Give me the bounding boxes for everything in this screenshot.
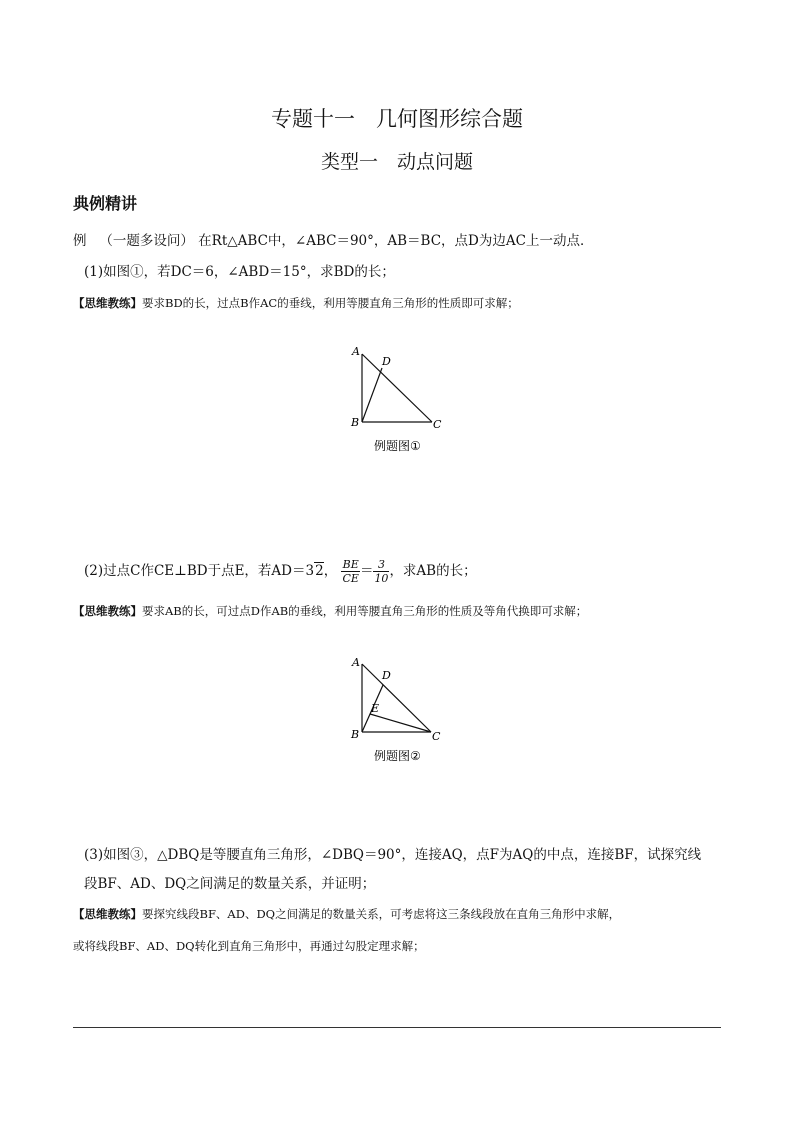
- example-text: 在Rt△ABC中，∠ABC＝90°，AB＝BC，点D为边AC上一动点．: [198, 233, 594, 249]
- fig2-caption: 例题图②: [374, 749, 421, 763]
- fig2-label-d: D: [382, 669, 391, 682]
- q2-text-c: ，求AB的长；: [389, 563, 477, 579]
- bottom-divider: [73, 1027, 721, 1028]
- example-prefix: 例: [73, 233, 87, 249]
- fig2-label-c: C: [432, 730, 441, 743]
- fig1-segment-bd: [362, 368, 382, 422]
- fig1-label-a: A: [352, 345, 360, 358]
- tip-3-text-1: 要探究线段BF、AD、DQ之间满足的数量关系，可考虑将这三条线段放在直角三角形中求解，: [142, 907, 621, 921]
- question-3-line-2: 段BF、AD、DQ之间满足的数量关系，并证明；: [84, 876, 376, 892]
- example-tag: （一题多设问）: [99, 233, 194, 249]
- example-stem: [73, 229, 593, 249]
- q2-fraction-be-ce: [341, 558, 359, 585]
- fig2-label-a: A: [352, 656, 360, 669]
- tip-2: [73, 603, 587, 619]
- fig1-caption: 例题图①: [374, 439, 421, 453]
- tip-1-label: 【思维教练】: [73, 296, 142, 310]
- figure-2: [340, 652, 460, 772]
- q2-eq: ＝: [359, 563, 374, 579]
- page-title: 专题十一 几何图形综合题: [271, 107, 523, 131]
- q2-frac2-num: 3: [373, 558, 389, 572]
- q2-text-b: ，: [323, 563, 338, 579]
- fig2-label-b: B: [351, 728, 360, 741]
- tip-3-label: 【思维教练】: [73, 907, 142, 921]
- tip-1: [73, 295, 519, 311]
- tip-3-line-2: 或将线段BF、AD、DQ转化到直角三角形中，再通过勾股定理求解；: [73, 939, 425, 953]
- q2-text-a: (2)过点C作CE⊥BD于点E，若AD＝3: [84, 563, 315, 579]
- page-subtitle: 类型一 动点问题: [320, 151, 473, 173]
- question-1: (1)如图①，若DC＝6，∠ABD＝15°，求BD的长；: [84, 264, 395, 280]
- q2-frac2-den: 10: [374, 572, 389, 585]
- tip-1-text: 要求BD的长，过点B作AC的垂线，利用等腰直角三角形的性质即可求解；: [142, 296, 519, 310]
- q2-frac-num: BE: [342, 558, 359, 571]
- tip-2-label: 【思维教练】: [73, 604, 142, 618]
- tip-2-text: 要求AB的长，可过点D作AB的垂线，利用等腰直角三角形的性质及等角代换即可求解；: [142, 604, 588, 618]
- fig1-side-ac: [362, 354, 432, 422]
- fig1-label-d: D: [382, 355, 391, 368]
- q2-fraction-value: [373, 558, 389, 585]
- fig1-label-c: C: [433, 418, 442, 431]
- fig1-label-b: B: [351, 416, 360, 429]
- question-2: [84, 558, 477, 585]
- question-3-line-1: (3)如图③，△DBQ是等腰直角三角形，∠DBQ＝90°，连接AQ，点F为AQ的中点，连接BF，试探究线: [84, 847, 702, 863]
- figure-1: [340, 340, 460, 465]
- q2-sqrt: 2: [315, 563, 324, 579]
- fig2-label-e: E: [371, 702, 380, 715]
- q2-frac-den: CE: [342, 572, 359, 585]
- tip-3-line-1: [73, 906, 620, 922]
- section-heading: 典例精讲: [73, 194, 138, 213]
